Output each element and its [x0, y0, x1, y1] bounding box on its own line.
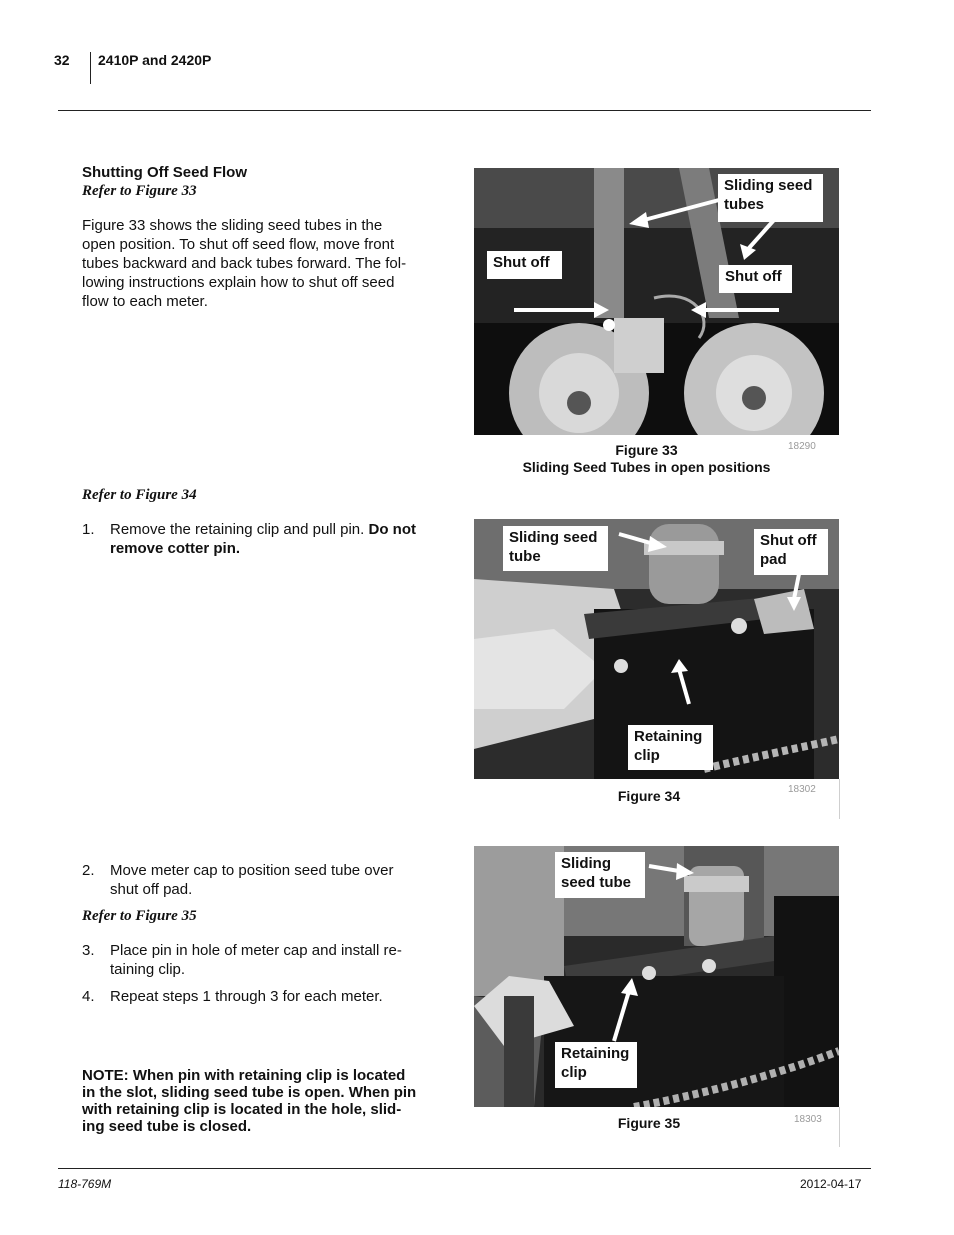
section-title: Shutting Off Seed Flow	[82, 164, 247, 181]
note-line: in the slot, sliding seed tube is open. When pin	[82, 1084, 417, 1101]
footer-rule	[58, 1168, 871, 1169]
step-3	[82, 941, 422, 981]
step-4	[82, 987, 422, 1007]
callout-shut-off-left: Shut off	[487, 251, 562, 279]
intro-line: lowing instructions explain how to shut off seed	[82, 274, 395, 291]
callout-line: tube	[509, 548, 541, 565]
header-divider	[90, 52, 91, 84]
step-number: 1.	[82, 521, 95, 538]
callout-line: Retaining	[561, 1045, 630, 1062]
figure-34-caption: Figure 34	[617, 788, 681, 804]
callout-shut-off-pad	[754, 529, 828, 575]
callout-line: Retaining	[634, 728, 703, 745]
page-number: 32	[54, 52, 70, 68]
figure-34-image-id: 18302	[788, 784, 816, 795]
step-2	[82, 861, 422, 901]
refer-figure-34: Refer to Figure 34	[82, 487, 197, 503]
document-number: 118-769M	[58, 1177, 112, 1191]
intro-line: Figure 33 shows the sliding seed tubes in the	[82, 217, 383, 234]
callout-sliding-seed-tube	[503, 526, 608, 571]
callout-line: pad	[760, 551, 787, 568]
callout-sliding-seed-tubes	[718, 174, 823, 222]
figure-35-frame	[839, 1107, 840, 1147]
refer-figure-35: Refer to Figure 35	[82, 908, 197, 924]
figure-number: Figure 33	[615, 442, 678, 458]
figure-35-image-id: 18303	[794, 1114, 822, 1125]
figure-35-photo	[474, 846, 839, 1107]
callout-line: Sliding seed	[509, 529, 598, 546]
callout-line: tubes	[724, 196, 765, 213]
figure-34-photo	[474, 519, 839, 779]
step-line: Move meter cap to position seed tube over	[110, 862, 394, 879]
callout-line: clip	[561, 1064, 587, 1081]
step-number: 4.	[82, 988, 95, 1005]
figure-34-frame	[839, 779, 840, 819]
step-line: shut off pad.	[110, 881, 193, 898]
callout-retaining-clip	[555, 1042, 637, 1088]
refer-figure-33: Refer to Figure 33	[82, 183, 197, 199]
step-number: 3.	[82, 942, 95, 959]
figure-33-image-id: 18290	[788, 441, 816, 452]
publication-date: 2012-04-17	[800, 1177, 862, 1191]
intro-line: open position. To shut off seed flow, move front	[82, 236, 395, 253]
step-text-plain: Remove the retaining clip and pull pin.	[110, 521, 365, 538]
step-text	[110, 861, 422, 899]
step-1	[82, 520, 422, 560]
note-line: ing seed tube is closed.	[82, 1118, 252, 1135]
callout-retaining-clip	[628, 725, 713, 770]
callout-line: seed tube	[561, 874, 632, 891]
callout-line: Sliding	[561, 855, 611, 872]
step-text-warning: Do not	[368, 521, 416, 538]
intro-line: tubes backward and back tubes forward. The fol-	[82, 255, 407, 272]
callout-sliding-seed-tube	[555, 852, 645, 898]
note-line: with retaining clip is located in the hole, slid-	[82, 1101, 402, 1118]
figure-33-photo	[474, 168, 839, 435]
step-line: taining clip.	[110, 961, 186, 978]
step-text	[110, 520, 422, 558]
note-line: NOTE: When pin with retaining clip is located	[82, 1067, 406, 1084]
header-rule	[58, 110, 871, 111]
callout-shut-off-right: Shut off	[719, 265, 792, 293]
figure-33-caption	[474, 442, 819, 475]
step-number: 2.	[82, 862, 95, 879]
callout-line: Sliding seed	[724, 177, 813, 194]
callout-line: Shut off	[760, 532, 817, 549]
step-line: Place pin in hole of meter cap and install re-	[110, 942, 402, 959]
figure-35-caption: Figure 35	[617, 1115, 681, 1131]
step-text	[110, 941, 422, 979]
intro-paragraph	[82, 216, 427, 311]
step-text: Repeat steps 1 through 3 for each meter.	[110, 988, 383, 1005]
intro-line: flow to each meter.	[82, 293, 208, 310]
callout-line: clip	[634, 747, 660, 764]
step-text-warning: remove cotter pin.	[110, 540, 241, 557]
document-title: 2410P and 2420P	[98, 52, 212, 68]
note-paragraph	[82, 1067, 422, 1135]
figure-title: Sliding Seed Tubes in open positions	[522, 459, 771, 475]
